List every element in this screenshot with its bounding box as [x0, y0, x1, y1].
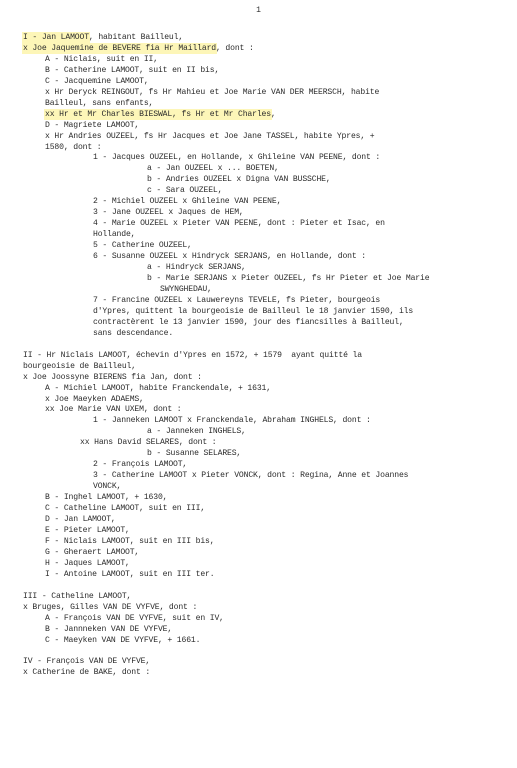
text-line [0, 449, 517, 460]
line-text: 3 - Catherine LAMOOT x Pieter VONCK, dont : Regina, Anne et Joannes [93, 471, 409, 481]
text-line [0, 657, 517, 668]
line-text: IV - François VAN DE VYFVE, [23, 657, 151, 667]
highlighted-text: xx Hr et Mr Charles BIESWAL, fs Hr et Mr Charles [45, 109, 271, 119]
text-line [0, 471, 517, 482]
line-text: xx Hans David SELARES, dont : [80, 438, 217, 448]
line-text: x Joe Joossyne BIERENS fia Jan, dont : [23, 372, 202, 382]
line-text: SWYNGHEDAU, [160, 284, 212, 294]
text-line [0, 208, 517, 219]
text-line [0, 592, 517, 603]
text-line [0, 559, 517, 570]
line-text: II - Hr Niclais LAMOOT, échevin d'Ypres en 1572, + 1579 ayant quitté la [23, 350, 362, 360]
line-text: A - Michiel LAMOOT, habite Franckendale, + 1631, [45, 383, 271, 393]
page-number: 1 [256, 6, 261, 15]
line-text: contractèrent le 13 janvier 1590, jour des fiancsilles à Bailleul, [93, 317, 404, 327]
text-line [0, 263, 517, 274]
line-text: 1 - Jacques OUZEEL, en Hollande, x Ghileine VAN PEENE, dont : [93, 153, 381, 163]
line-text: a - Janneken INGHELS, [147, 427, 246, 437]
text-line [0, 460, 517, 471]
line-text: x Joe Maeyken ADAEMS, [45, 394, 144, 404]
text-line [0, 351, 517, 362]
text-line [0, 636, 517, 647]
line-text: , [270, 109, 276, 119]
line-text: a - Hindryck SERJANS, [147, 263, 246, 273]
line-text: C - Jacquemine LAMOOT, [45, 76, 149, 86]
text-line [0, 405, 517, 416]
text-line [0, 668, 517, 679]
text-line [0, 329, 517, 340]
text-line [0, 548, 517, 559]
line-text: xx Joe Marie VAN UXEM, dont : [45, 405, 182, 415]
text-line [0, 285, 517, 296]
text-line [0, 197, 517, 208]
text-line [0, 395, 517, 406]
line-text: F - Niclais LAMOOT, suit en III bis, [45, 536, 215, 546]
line-text: C - Maeyken VAN DE VYFVE, + 1661. [45, 635, 201, 645]
highlighted-text: x Joe Jaquemine de BEVERE fia Hr Maillard [23, 43, 216, 53]
line-text: Hollande, [93, 230, 136, 240]
text-line [0, 44, 517, 55]
text-line [0, 384, 517, 395]
text-line [0, 526, 517, 537]
text-line [0, 416, 517, 427]
line-text: sans descendance. [93, 328, 174, 338]
text-line [0, 99, 517, 110]
line-text: Bailleul, sans enfants, [45, 98, 154, 108]
text-line [0, 603, 517, 614]
text-line [0, 307, 517, 318]
text-line [0, 504, 517, 515]
line-text: 3 - Jane OUZEEL x Jaques de HEM, [93, 208, 244, 218]
line-text: x Bruges, Gilles VAN DE VYFVE, dont : [23, 602, 198, 612]
line-text: 1580, dont : [45, 142, 102, 152]
text-line [0, 570, 517, 581]
text-line [0, 186, 517, 197]
line-text: 1 - Janneken LAMOOT x Franckendale, Abraham INGHELS, dont : [93, 416, 371, 426]
text-line [0, 362, 517, 373]
text-line [0, 427, 517, 438]
highlighted-text: I - Jan LAMOOT [23, 33, 89, 42]
text-line [0, 241, 517, 252]
line-text: A - Niclais, suit en II, [45, 54, 158, 64]
line-text: b - Andries OUZEEL x Digna VAN BUSSCHE, [147, 175, 331, 185]
text-line [0, 110, 517, 121]
text-line [0, 482, 517, 493]
line-text: d'Ypres, quittent la bourgeoisie de Bailleul le 18 janvier 1590, ils [93, 306, 414, 316]
line-text: 6 - Susanne OUZEEL x Hindryck SERJANS, en Hollande, dont : [93, 252, 367, 262]
text-line [0, 88, 517, 99]
line-text: bourgeoisie de Bailleul, [23, 361, 136, 371]
text-line [0, 318, 517, 329]
text-line [0, 537, 517, 548]
line-text: B - Catherine LAMOOT, suit en II bis, [45, 65, 220, 75]
text-line [0, 614, 517, 625]
text-line [0, 438, 517, 449]
paragraph-gap [0, 340, 517, 351]
line-text: x Hr Deryck REINGOUT, fs Hr Mahieu et Joe Marie VAN DER MEERSCH, habite [45, 87, 380, 97]
text-line [0, 153, 517, 164]
text-line [0, 66, 517, 77]
text-line [0, 274, 517, 285]
text-line [0, 143, 517, 154]
line-text: B - Inghel LAMOOT, + 1630, [45, 493, 168, 503]
line-text: D - Jan LAMOOT, [45, 514, 116, 524]
line-text: H - Jaques LAMOOT, [45, 558, 130, 568]
text-line [0, 373, 517, 384]
genealogy-text [0, 33, 517, 679]
line-text: I - Antoine LAMOOT, suit en III ter. [45, 569, 215, 579]
line-text: C - Catheline LAMOOT, suit en III, [45, 504, 206, 514]
line-text: 5 - Catherine OUZEEL, [93, 241, 192, 251]
line-text: D - Magriete LAMOOT, [45, 120, 140, 130]
line-text: 4 - Marie OUZEEL x Pieter VAN PEENE, dont : Pieter et Isac, en [93, 219, 385, 229]
line-text: G - Gheraert LAMOOT, [45, 547, 140, 557]
text-line [0, 296, 517, 307]
line-text: B - Jannneken VAN DE VYFVE, [45, 624, 173, 634]
line-text: 2 - Michiel OUZEEL x Ghileine VAN PEENE, [93, 197, 282, 207]
text-line [0, 493, 517, 504]
paragraph-gap [0, 581, 517, 592]
paragraph-gap [0, 646, 517, 657]
text-line [0, 252, 517, 263]
line-text: x Hr Andries OUZEEL, fs Hr Jacques et Joe Jane TASSEL, habite Ypres, + [45, 131, 375, 141]
line-text: VONCK, [93, 482, 122, 492]
text-line [0, 164, 517, 175]
line-text: , habitant Bailleul, [88, 33, 184, 42]
line-text: c - Sara OUZEEL, [147, 186, 223, 196]
text-line [0, 33, 517, 44]
text-line [0, 219, 517, 230]
text-line [0, 121, 517, 132]
line-text: III - Catheline LAMOOT, [23, 591, 132, 601]
line-text: b - Susanne SELARES, [147, 449, 242, 459]
line-text: E - Pieter LAMOOT, [45, 525, 130, 535]
line-text: A - François VAN DE VYFVE, suit en IV, [45, 613, 224, 623]
text-line [0, 55, 517, 66]
text-line [0, 175, 517, 186]
line-text: , dont : [216, 43, 254, 53]
text-line [0, 515, 517, 526]
line-text: x Catherine de BAKE, dont : [23, 668, 151, 678]
text-line [0, 625, 517, 636]
line-text: a - Jan OUZEEL x ... BOETEN, [147, 164, 279, 174]
line-text: 7 - Francine OUZEEL x Lauwereyns TEVELE, fs Pieter, bourgeois [93, 295, 381, 305]
line-text: b - Marie SERJANS x Pieter OUZEEL, fs Hr Pieter et Joe Marie [147, 273, 430, 283]
text-line [0, 230, 517, 241]
text-line [0, 77, 517, 88]
line-text: 2 - François LAMOOT, [93, 460, 188, 470]
text-line [0, 132, 517, 143]
